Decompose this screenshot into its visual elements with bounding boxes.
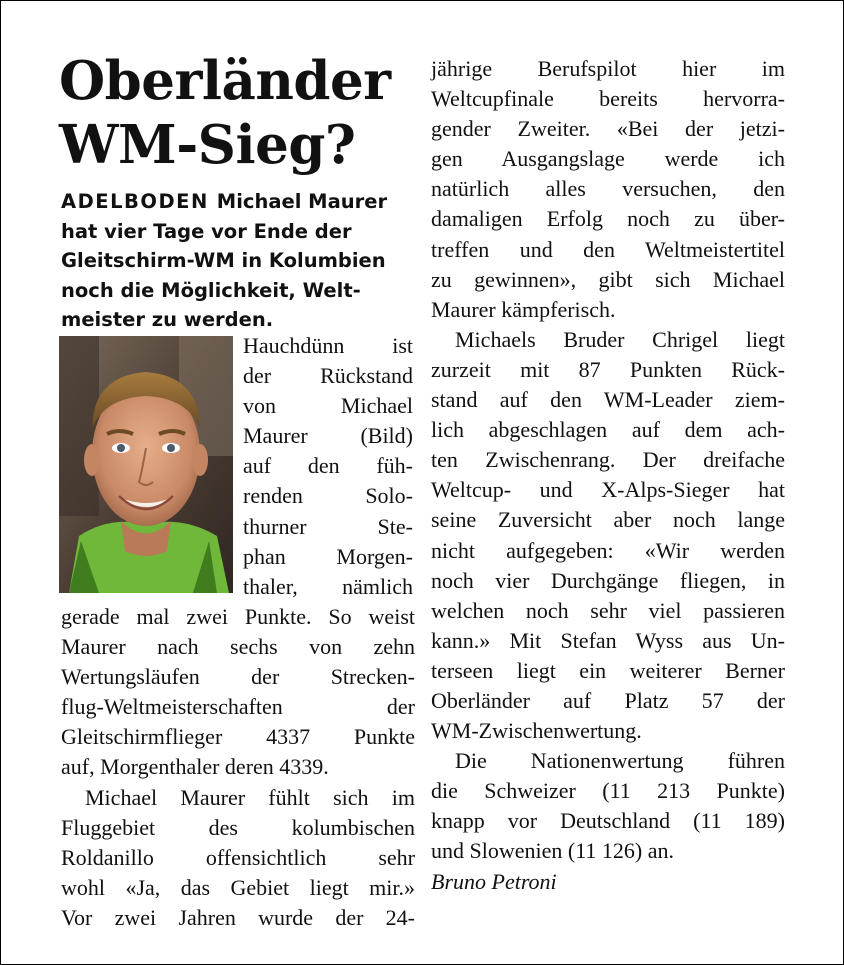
body-line: Vor zwei Jahren wurde der 24- — [61, 904, 415, 930]
body-line: damaligen Erfolg noch zu über- — [431, 206, 785, 232]
body-column-1-wrap — [243, 331, 413, 602]
body-line: auf, Morgenthaler deren 4339. — [61, 754, 329, 780]
body-line: kann.» Mit Stefan Wyss aus Un- — [431, 627, 785, 653]
body-column-1 — [61, 602, 415, 933]
body-line: Weltcupfinale bereits hervorra- — [431, 86, 785, 112]
body-line: wohl «Ja, das Gebiet liegt mir.» — [61, 874, 415, 900]
body-line: natürlich alles versuchen, den — [431, 176, 785, 202]
body-line: Wertungsläufen der Strecken- — [61, 664, 415, 690]
body-line: Oberländer auf Platz 57 der — [431, 687, 785, 713]
body-line: nicht aufgegeben: «Wir werden — [431, 537, 785, 563]
body-line: welchen noch sehr viel passieren — [431, 597, 785, 623]
headline-line: WM-Sieg? — [59, 114, 356, 176]
body-line: stand auf den WM-Leader ziem- — [431, 387, 785, 413]
body-line: die Schweizer (11 213 Punkte) — [431, 778, 785, 804]
body-line: knapp vor Deutschland (11 189) — [431, 808, 785, 834]
portrait-image — [59, 336, 233, 593]
lead-text: Michael Maurer — [216, 190, 388, 213]
body-line: flug-Weltmeisterschaften der — [61, 694, 415, 720]
lead-text: Gleitschirm-WM in Kolumbien — [61, 249, 386, 272]
lead-paragraph — [61, 187, 421, 335]
body-line: Maurer nach sechs von zehn — [61, 634, 415, 660]
lead-text: meister zu werden. — [61, 308, 274, 331]
headline — [59, 49, 419, 177]
body-line: Maurer (Bild) — [243, 423, 413, 449]
body-line: Die Nationenwertung führen — [455, 748, 785, 774]
body-line: gen Ausgangslage werde ich — [431, 146, 785, 172]
body-line: Roldanillo offensichtlich sehr — [61, 844, 415, 870]
byline: Bruno Petroni — [431, 868, 557, 894]
body-column-2 — [431, 54, 785, 897]
body-line: renden Solo- — [243, 483, 413, 509]
body-line: ten Zwischenrang. Der dreifache — [431, 447, 785, 473]
body-line: phan Morgen- — [243, 543, 413, 569]
body-line: zu gewinnen», gibt sich Michael — [431, 266, 785, 292]
body-line: von Michael — [243, 393, 413, 419]
body-line: Fluggebiet des kolumbischen — [61, 814, 415, 840]
body-line: Michael Maurer fühlt sich im — [85, 784, 415, 810]
dateline: ADELBODEN — [61, 190, 209, 213]
body-line: seine Zuversicht aber noch lange — [431, 507, 785, 533]
body-line: Hauchdünn ist — [243, 333, 413, 358]
body-line: noch vier Durchgänge fliegen, in — [431, 567, 785, 593]
body-line: gerade mal zwei Punkte. So weist — [61, 604, 415, 629]
body-line: zurzeit mit 87 Punkten Rück- — [431, 356, 785, 382]
body-line: thurner Ste- — [243, 513, 413, 539]
body-line: WM-Zwischenwertung. — [431, 718, 642, 744]
lead-text: hat vier Tage vor Ende der — [61, 219, 352, 243]
body-line: Weltcup- und X-Alps-Sieger hat — [431, 477, 785, 503]
body-line: der Rückstand — [243, 363, 413, 389]
body-line: gender Zweiter. «Bei der jetzi- — [431, 116, 785, 142]
portrait-photo — [59, 336, 233, 593]
headline-line: Oberländer — [59, 50, 391, 112]
body-line: Maurer kämpferisch. — [431, 296, 616, 322]
body-line: Michaels Bruder Chrigel liegt — [455, 326, 785, 352]
lead-text: noch die Möglichkeit, Welt- — [61, 278, 361, 302]
body-line: und Slowenien (11 126) an. — [431, 838, 674, 864]
body-line: jährige Berufspilot hier im — [431, 56, 785, 81]
body-line: treffen und den Weltmeistertitel — [431, 236, 785, 262]
body-line: Gleitschirmflieger 4337 Punkte — [61, 724, 415, 750]
body-line: auf den füh- — [243, 453, 413, 479]
body-line: lich abgeschlagen auf dem ach- — [431, 417, 785, 443]
body-line: thaler, nämlich — [243, 573, 413, 599]
body-line: terseen liegt ein weiterer Berner — [431, 657, 785, 683]
